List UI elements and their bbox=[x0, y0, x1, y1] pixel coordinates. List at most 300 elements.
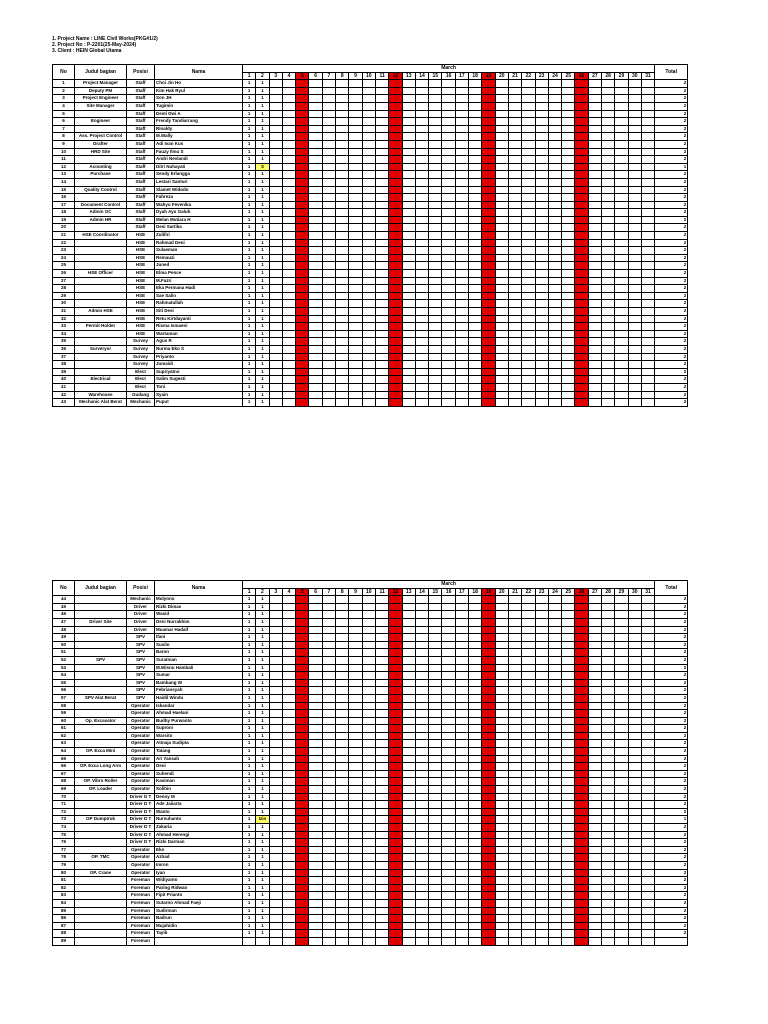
table-row bbox=[53, 937, 688, 945]
table-row bbox=[53, 755, 688, 763]
day-header: 26 bbox=[575, 588, 588, 596]
day-cell: 1 bbox=[243, 839, 256, 847]
day-cell bbox=[336, 216, 349, 224]
day-cell bbox=[469, 285, 482, 293]
day-cell bbox=[615, 399, 628, 407]
table-row bbox=[53, 596, 688, 604]
day-cell: 1 bbox=[243, 125, 256, 133]
row-total: 2 bbox=[655, 323, 688, 331]
table-row bbox=[53, 308, 688, 316]
day-cell bbox=[269, 679, 282, 687]
day-cell bbox=[389, 353, 402, 361]
row-number: 1 bbox=[53, 80, 75, 88]
day-cell bbox=[615, 656, 628, 664]
day-cell bbox=[442, 178, 455, 186]
day-cell bbox=[548, 194, 561, 202]
day-cell bbox=[375, 687, 388, 695]
day-cell bbox=[322, 345, 335, 353]
day-cell bbox=[641, 171, 654, 179]
day-cell bbox=[402, 801, 415, 809]
day-cell bbox=[415, 786, 428, 794]
day-cell bbox=[415, 778, 428, 786]
day-cell bbox=[482, 672, 495, 680]
day-cell bbox=[375, 391, 388, 399]
day-cell bbox=[349, 899, 362, 907]
day-cell bbox=[429, 178, 442, 186]
day-cell bbox=[628, 816, 641, 824]
job-title: Admin OC bbox=[75, 209, 127, 217]
position: Foreman bbox=[127, 892, 155, 900]
day-cell: 1 bbox=[256, 611, 269, 619]
day-cell bbox=[282, 672, 295, 680]
day-cell bbox=[362, 611, 375, 619]
day-cell bbox=[415, 702, 428, 710]
table-row bbox=[53, 110, 688, 118]
day-cell bbox=[508, 786, 521, 794]
day-cell bbox=[442, 907, 455, 915]
day-cell bbox=[362, 679, 375, 687]
day-cell bbox=[641, 899, 654, 907]
day-cell bbox=[282, 679, 295, 687]
day-cell bbox=[269, 209, 282, 217]
day-cell bbox=[548, 133, 561, 141]
day-cell bbox=[429, 254, 442, 262]
day-cell bbox=[469, 930, 482, 938]
day-cell bbox=[455, 186, 468, 194]
day-cell: 1 bbox=[243, 247, 256, 255]
day-cell bbox=[562, 877, 575, 885]
day-cell bbox=[522, 915, 535, 923]
day-cell bbox=[615, 338, 628, 346]
table-row bbox=[53, 391, 688, 399]
day-cell: 1 bbox=[243, 156, 256, 164]
day-cell bbox=[508, 725, 521, 733]
day-cell bbox=[429, 786, 442, 794]
day-cell bbox=[296, 277, 309, 285]
row-total: 2 bbox=[655, 786, 688, 794]
day-cell bbox=[562, 846, 575, 854]
row-total: 2 bbox=[655, 755, 688, 763]
day-cell bbox=[402, 748, 415, 756]
day-cell bbox=[575, 861, 588, 869]
day-cell bbox=[442, 361, 455, 369]
day-cell bbox=[588, 937, 601, 945]
position: Foreman bbox=[127, 937, 155, 945]
day-cell bbox=[362, 270, 375, 278]
day-cell bbox=[296, 869, 309, 877]
row-number: 17 bbox=[53, 201, 75, 209]
day-cell bbox=[469, 717, 482, 725]
day-cell bbox=[602, 140, 615, 148]
day-cell bbox=[548, 376, 561, 384]
day-cell bbox=[562, 399, 575, 407]
day-cell bbox=[322, 778, 335, 786]
row-total: 2 bbox=[655, 399, 688, 407]
day-cell bbox=[375, 755, 388, 763]
day-cell bbox=[535, 907, 548, 915]
day-cell bbox=[415, 368, 428, 376]
day-cell bbox=[562, 376, 575, 384]
day-cell bbox=[522, 672, 535, 680]
day-cell bbox=[495, 300, 508, 308]
day-cell bbox=[455, 102, 468, 110]
day-cell bbox=[602, 755, 615, 763]
day-cell bbox=[362, 186, 375, 194]
job-title: Warehouse bbox=[75, 391, 127, 399]
day-cell bbox=[495, 687, 508, 695]
day-cell bbox=[455, 634, 468, 642]
day-cell bbox=[282, 930, 295, 938]
day-cell bbox=[482, 664, 495, 672]
day-cell bbox=[349, 618, 362, 626]
day-cell bbox=[269, 717, 282, 725]
day-cell: 1 bbox=[256, 133, 269, 141]
day-cell bbox=[469, 596, 482, 604]
row-total: 2 bbox=[655, 345, 688, 353]
day-cell bbox=[495, 399, 508, 407]
day-cell bbox=[508, 368, 521, 376]
table-row bbox=[53, 156, 688, 164]
day-cell bbox=[615, 216, 628, 224]
day-cell bbox=[429, 323, 442, 331]
employee-name: Ditri Nuhayati bbox=[155, 163, 243, 171]
day-cell bbox=[548, 793, 561, 801]
day-cell bbox=[336, 679, 349, 687]
day-header: 16 bbox=[442, 588, 455, 596]
day-cell bbox=[282, 80, 295, 88]
day-cell bbox=[455, 383, 468, 391]
day-cell bbox=[495, 285, 508, 293]
day-cell bbox=[282, 285, 295, 293]
day-cell bbox=[402, 194, 415, 202]
day-cell bbox=[535, 694, 548, 702]
day-cell bbox=[322, 717, 335, 725]
day-cell bbox=[455, 361, 468, 369]
position: Operator bbox=[127, 717, 155, 725]
day-cell bbox=[575, 87, 588, 95]
day-cell bbox=[548, 611, 561, 619]
job-title bbox=[75, 839, 127, 847]
job-title bbox=[75, 808, 127, 816]
day-header: 1 bbox=[243, 588, 256, 596]
day-cell: 1 bbox=[243, 634, 256, 642]
employee-name: Sudirman bbox=[155, 907, 243, 915]
row-number: 58 bbox=[53, 702, 75, 710]
day-cell bbox=[336, 877, 349, 885]
day-cell bbox=[508, 770, 521, 778]
day-cell bbox=[362, 748, 375, 756]
day-cell bbox=[562, 186, 575, 194]
day-cell bbox=[615, 641, 628, 649]
day-cell bbox=[415, 611, 428, 619]
day-cell bbox=[628, 793, 641, 801]
day-cell: 1 bbox=[256, 247, 269, 255]
day-cell bbox=[269, 140, 282, 148]
day-cell bbox=[535, 368, 548, 376]
row-number: 53 bbox=[53, 664, 75, 672]
day-cell bbox=[628, 786, 641, 794]
day-cell bbox=[282, 163, 295, 171]
job-title bbox=[75, 687, 127, 695]
day-cell: 1 bbox=[243, 626, 256, 634]
day-cell bbox=[336, 133, 349, 141]
day-cell bbox=[296, 603, 309, 611]
day-cell bbox=[641, 618, 654, 626]
day-header: 18 bbox=[469, 72, 482, 80]
day-cell bbox=[389, 361, 402, 369]
employee-name: Juned bbox=[155, 262, 243, 270]
table-row bbox=[53, 922, 688, 930]
day-cell bbox=[296, 763, 309, 771]
day-cell bbox=[282, 808, 295, 816]
day-cell bbox=[322, 209, 335, 217]
day-cell bbox=[602, 95, 615, 103]
day-cell bbox=[442, 353, 455, 361]
day-cell bbox=[495, 194, 508, 202]
day-cell bbox=[575, 732, 588, 740]
day-cell bbox=[562, 861, 575, 869]
day-cell bbox=[389, 391, 402, 399]
day-cell: 1 bbox=[243, 110, 256, 118]
day-cell bbox=[269, 285, 282, 293]
day-cell bbox=[548, 125, 561, 133]
job-title: Surveryor bbox=[75, 345, 127, 353]
employee-name: Denny M bbox=[155, 793, 243, 801]
day-cell bbox=[562, 824, 575, 832]
day-cell bbox=[495, 345, 508, 353]
day-cell bbox=[588, 717, 601, 725]
day-cell bbox=[389, 816, 402, 824]
day-cell bbox=[322, 611, 335, 619]
row-total: 2 bbox=[655, 839, 688, 847]
day-cell: 1 bbox=[256, 171, 269, 179]
day-cell bbox=[296, 679, 309, 687]
day-cell bbox=[495, 618, 508, 626]
employee-name: Agus R bbox=[155, 338, 243, 346]
day-cell bbox=[562, 194, 575, 202]
day-cell bbox=[415, 95, 428, 103]
table-row bbox=[53, 285, 688, 293]
day-cell bbox=[322, 391, 335, 399]
row-total: 2 bbox=[655, 156, 688, 164]
day-cell bbox=[535, 710, 548, 718]
day-cell bbox=[362, 383, 375, 391]
day-cell bbox=[455, 626, 468, 634]
day-cell bbox=[482, 277, 495, 285]
day-cell bbox=[389, 247, 402, 255]
day-cell: 1 bbox=[256, 596, 269, 604]
row-number: 47 bbox=[53, 618, 75, 626]
day-cell bbox=[349, 732, 362, 740]
day-cell bbox=[442, 793, 455, 801]
day-cell: 1 bbox=[243, 596, 256, 604]
day-cell bbox=[442, 110, 455, 118]
day-cell bbox=[535, 247, 548, 255]
day-cell bbox=[482, 201, 495, 209]
day-cell bbox=[628, 156, 641, 164]
day-cell bbox=[628, 87, 641, 95]
day-cell bbox=[588, 831, 601, 839]
day-cell bbox=[349, 148, 362, 156]
day-cell bbox=[508, 171, 521, 179]
day-cell: 1 bbox=[256, 687, 269, 695]
day-cell bbox=[269, 801, 282, 809]
day-cell bbox=[469, 368, 482, 376]
day-cell bbox=[628, 778, 641, 786]
day-cell bbox=[628, 854, 641, 862]
day-cell bbox=[602, 330, 615, 338]
day-cell bbox=[282, 884, 295, 892]
day-cell bbox=[522, 118, 535, 126]
day-cell bbox=[296, 300, 309, 308]
day-cell bbox=[615, 232, 628, 240]
row-total: 2 bbox=[655, 87, 688, 95]
day-cell bbox=[469, 232, 482, 240]
day-cell: 1 bbox=[256, 778, 269, 786]
row-number: 3 bbox=[53, 95, 75, 103]
day-cell bbox=[349, 801, 362, 809]
day-cell bbox=[562, 368, 575, 376]
employee-name: Suratman bbox=[155, 656, 243, 664]
day-cell bbox=[615, 247, 628, 255]
day-cell bbox=[602, 201, 615, 209]
job-title: Quality Control bbox=[75, 186, 127, 194]
employee-name: M.Wisnu Hambali bbox=[155, 664, 243, 672]
day-cell bbox=[442, 277, 455, 285]
day-cell bbox=[562, 323, 575, 331]
day-cell bbox=[309, 786, 322, 794]
row-total: 2 bbox=[655, 232, 688, 240]
employee-name: Slamet Widodo bbox=[155, 186, 243, 194]
day-cell bbox=[309, 649, 322, 657]
day-cell bbox=[641, 247, 654, 255]
day-cell bbox=[535, 216, 548, 224]
day-cell bbox=[562, 87, 575, 95]
day-cell bbox=[602, 824, 615, 832]
job-title bbox=[75, 846, 127, 854]
day-cell bbox=[508, 899, 521, 907]
day-cell bbox=[588, 163, 601, 171]
table-row bbox=[53, 930, 688, 938]
day-cell bbox=[575, 877, 588, 885]
day-cell bbox=[522, 254, 535, 262]
day-cell bbox=[455, 808, 468, 816]
day-cell bbox=[296, 748, 309, 756]
employee-name: Dyah Ayu Galuh bbox=[155, 209, 243, 217]
day-cell bbox=[482, 194, 495, 202]
day-header: 29 bbox=[615, 72, 628, 80]
day-cell: 1 bbox=[243, 793, 256, 801]
day-cell: 1 bbox=[243, 907, 256, 915]
day-cell bbox=[415, 922, 428, 930]
day-cell bbox=[575, 892, 588, 900]
day-cell: 1 bbox=[243, 877, 256, 885]
day-cell bbox=[548, 270, 561, 278]
day-cell bbox=[482, 710, 495, 718]
day-cell bbox=[269, 376, 282, 384]
day-cell bbox=[602, 376, 615, 384]
table-row bbox=[53, 399, 688, 407]
day-cell bbox=[362, 763, 375, 771]
day-cell bbox=[482, 102, 495, 110]
day-cell bbox=[602, 308, 615, 316]
employee-name: Tatang bbox=[155, 748, 243, 756]
day-cell bbox=[508, 338, 521, 346]
day-cell bbox=[482, 399, 495, 407]
row-total: 2 bbox=[655, 687, 688, 695]
day-cell bbox=[628, 232, 641, 240]
day-cell bbox=[508, 831, 521, 839]
day-cell bbox=[455, 748, 468, 756]
day-cell bbox=[402, 156, 415, 164]
day-cell bbox=[322, 277, 335, 285]
day-cell bbox=[336, 209, 349, 217]
day-cell bbox=[362, 687, 375, 695]
day-cell bbox=[469, 345, 482, 353]
day-cell bbox=[508, 937, 521, 945]
day-cell bbox=[575, 118, 588, 126]
day-cell bbox=[429, 816, 442, 824]
day-cell: 1 bbox=[256, 330, 269, 338]
day-cell bbox=[349, 315, 362, 323]
day-cell bbox=[402, 877, 415, 885]
day-cell bbox=[389, 899, 402, 907]
day-cell bbox=[349, 239, 362, 247]
day-cell bbox=[615, 930, 628, 938]
day-cell bbox=[362, 216, 375, 224]
day-cell bbox=[336, 641, 349, 649]
day-cell bbox=[495, 140, 508, 148]
day-cell bbox=[469, 87, 482, 95]
day-cell bbox=[455, 232, 468, 240]
day-cell bbox=[575, 194, 588, 202]
day-cell bbox=[362, 201, 375, 209]
day-cell bbox=[282, 717, 295, 725]
day-cell bbox=[375, 247, 388, 255]
day-cell bbox=[336, 178, 349, 186]
day-cell bbox=[362, 915, 375, 923]
day-cell: 1 bbox=[256, 626, 269, 634]
day-cell bbox=[415, 345, 428, 353]
day-cell bbox=[322, 748, 335, 756]
day-cell bbox=[548, 778, 561, 786]
day-cell bbox=[615, 649, 628, 657]
day-cell bbox=[375, 846, 388, 854]
day-cell bbox=[389, 262, 402, 270]
day-cell bbox=[402, 664, 415, 672]
day-cell bbox=[482, 224, 495, 232]
day-cell bbox=[641, 710, 654, 718]
day-cell bbox=[349, 133, 362, 141]
day-cell bbox=[508, 87, 521, 95]
day-cell bbox=[402, 224, 415, 232]
day-cell bbox=[562, 687, 575, 695]
day-cell bbox=[628, 937, 641, 945]
day-cell bbox=[602, 156, 615, 164]
day-cell bbox=[615, 907, 628, 915]
day-cell bbox=[575, 808, 588, 816]
day-cell bbox=[269, 770, 282, 778]
day-cell bbox=[469, 694, 482, 702]
day-cell bbox=[535, 308, 548, 316]
day-cell bbox=[362, 831, 375, 839]
position: Foreman bbox=[127, 899, 155, 907]
day-cell bbox=[535, 687, 548, 695]
day-cell bbox=[415, 899, 428, 907]
row-total: 2 bbox=[655, 664, 688, 672]
day-cell bbox=[548, 641, 561, 649]
day-cell bbox=[482, 846, 495, 854]
